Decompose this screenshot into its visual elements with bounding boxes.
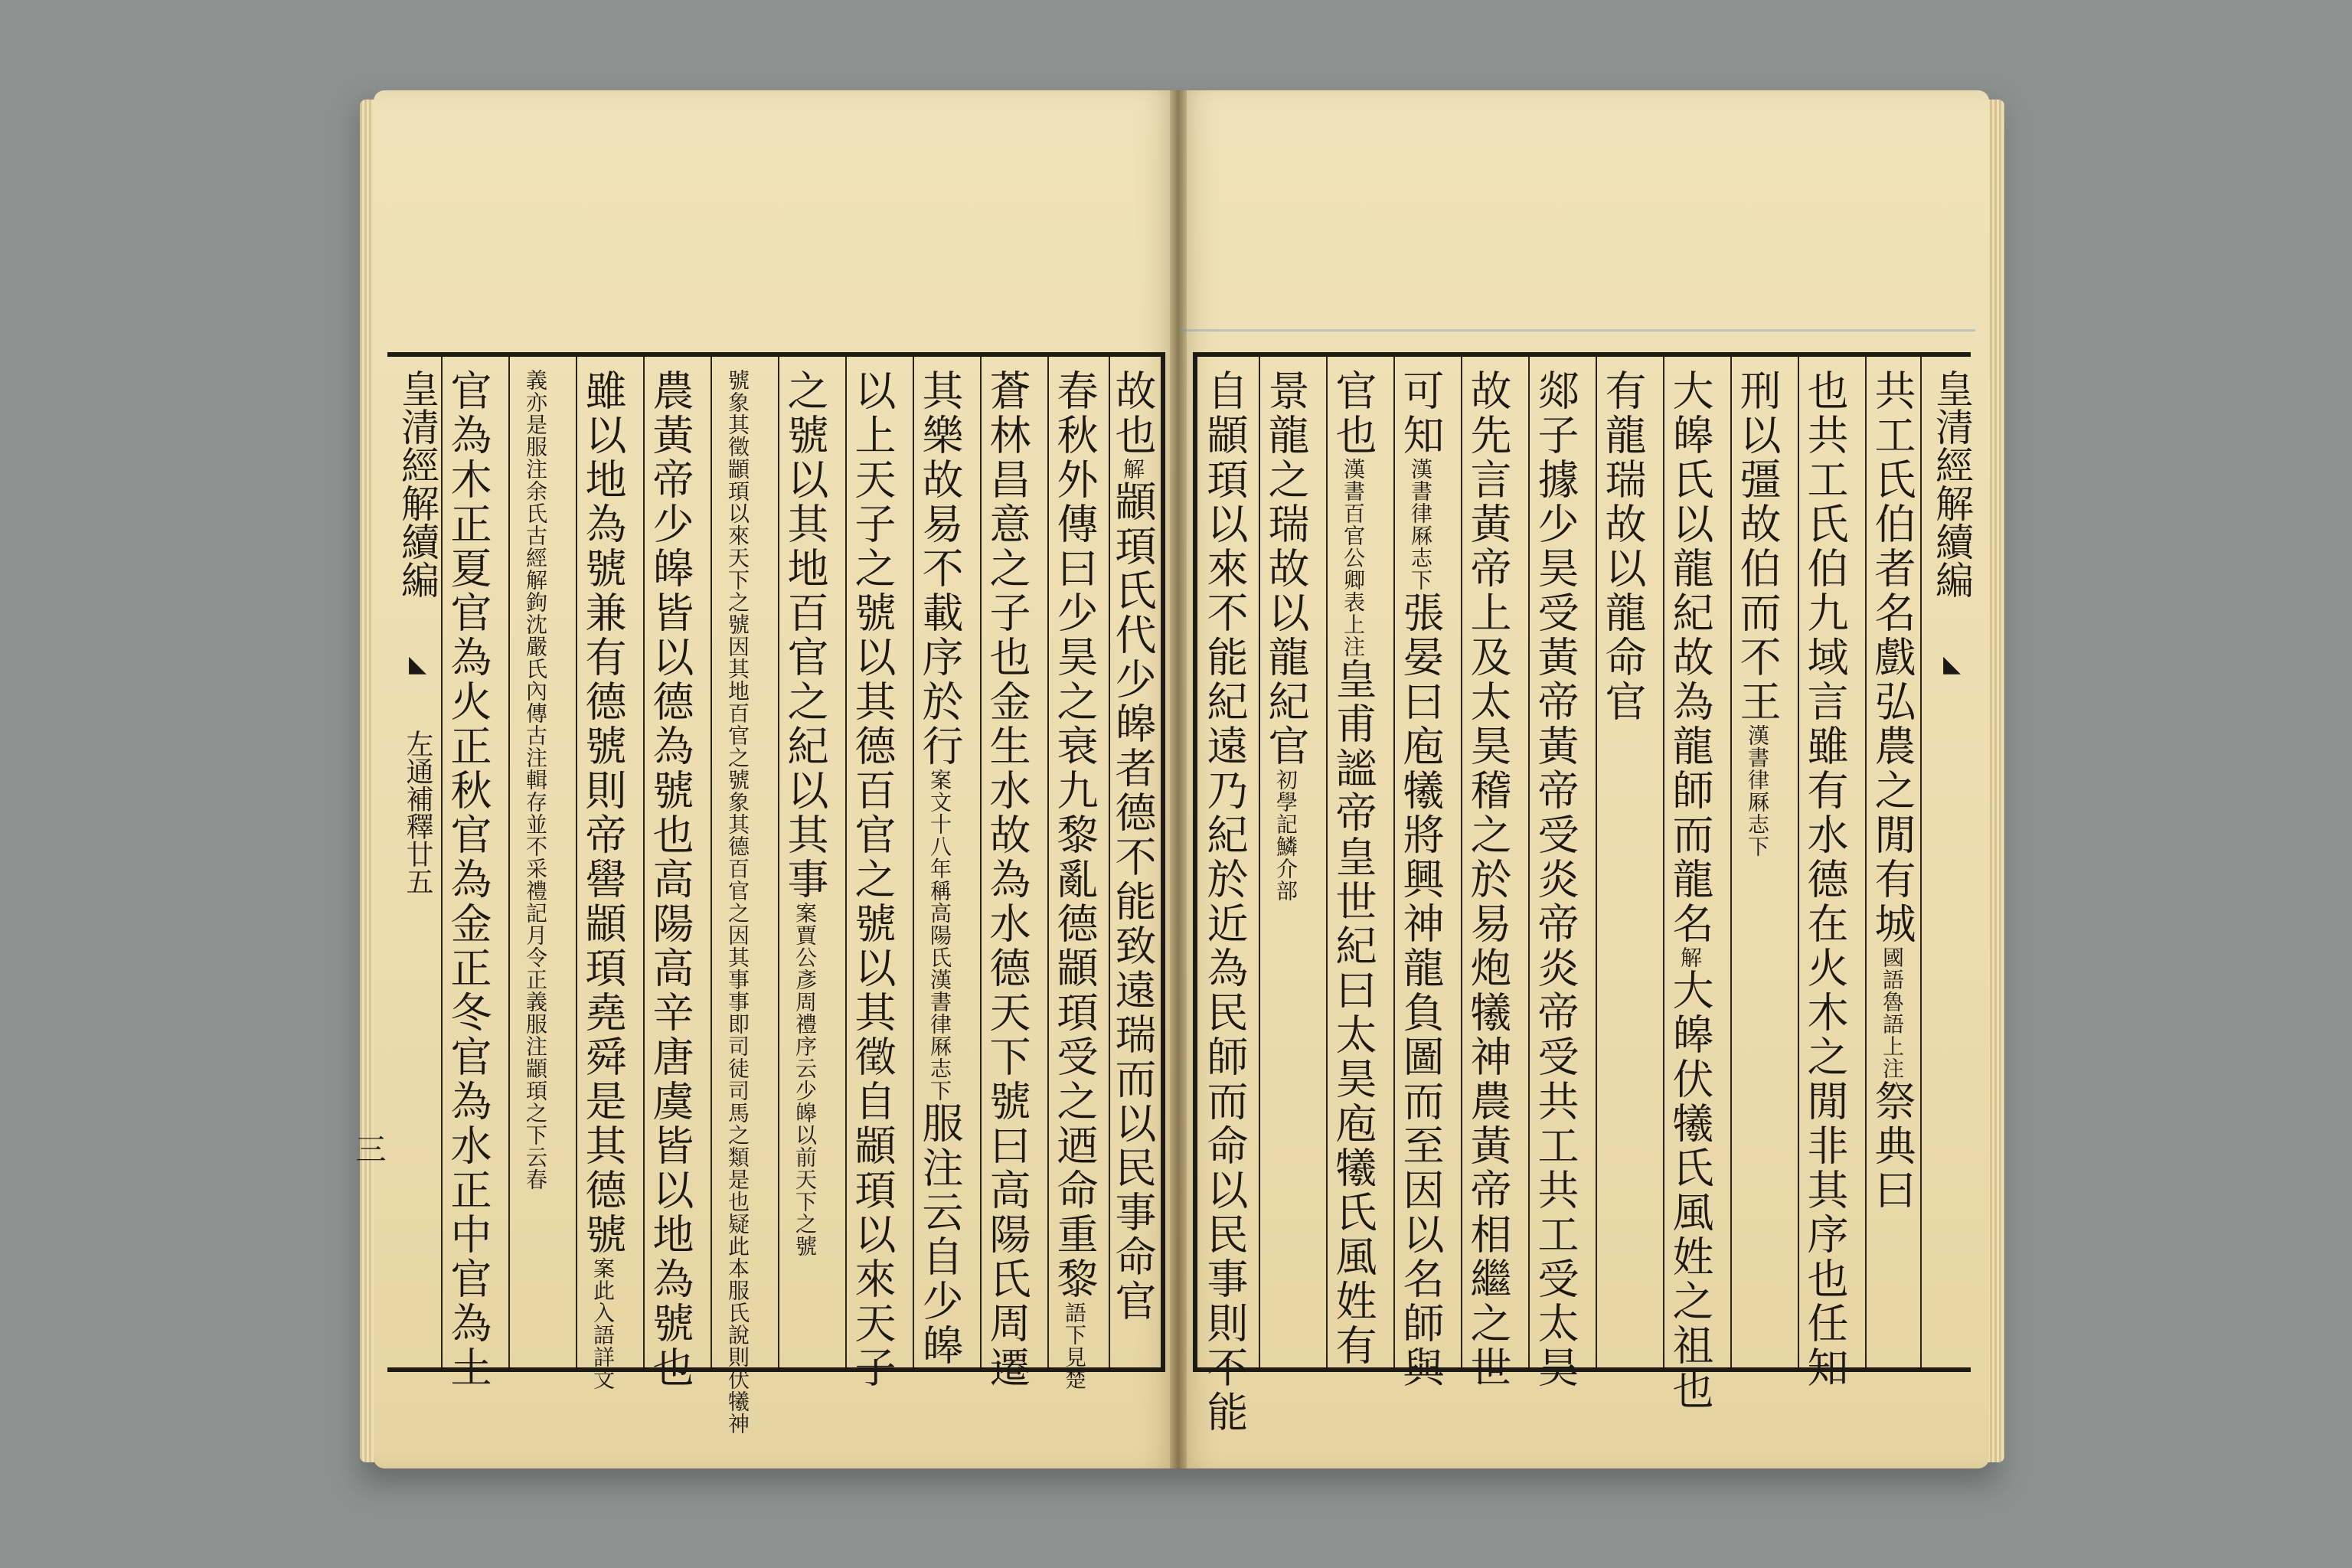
- column-notes: 解: [1677, 946, 1703, 969]
- text-column-4: [1666, 369, 1714, 1413]
- column-notes: 初學記鱗介部: [1273, 769, 1298, 902]
- text-column-3: [579, 369, 627, 1390]
- left-margin-subtitle: 左通補釋廿五: [402, 730, 433, 895]
- column-main-text: 春秋外傳曰少昊之衰九黎亂德顓頊受之迺命重黎: [1050, 369, 1099, 1302]
- text-column-5: [1599, 369, 1647, 1355]
- text-column-5: [717, 369, 758, 1435]
- text-column-6: [781, 369, 829, 1355]
- left-margin-banner: [390, 369, 439, 1355]
- text-column-11: [1200, 369, 1249, 1435]
- text-column-2: [1801, 369, 1849, 1390]
- column-main-text: 故先言黃帝上及太昊稽之於易炮犧神農黃帝相繼之世: [1464, 369, 1512, 1390]
- column-notes: 漢書律厤志下: [1408, 458, 1433, 591]
- column-notes: 漢書律厤志下: [1745, 724, 1770, 858]
- text-column-10: [1050, 369, 1099, 1390]
- right-margin-title: 皇清經解續編: [1929, 369, 1974, 599]
- column-rule: [1865, 357, 1867, 1367]
- column-main-text: 官也: [1329, 369, 1377, 458]
- column-main-text: 景龍之瑞故以龍紀官: [1262, 369, 1310, 769]
- book-gutter: [1170, 90, 1187, 1468]
- column-notes: 號象其徵顓頊以來天下之號因其地百官之號象其德百官之因其事事即司徒司馬之類是也疑此本服氏說則伏犧神: [725, 369, 750, 1435]
- column-rule: [1730, 357, 1732, 1367]
- text-column-2: [514, 369, 556, 1355]
- column-main-text: 故也: [1109, 369, 1157, 458]
- column-notes: 案賈公彥周禮序云少皞以前天下之號: [792, 902, 818, 1257]
- text-column-1: [1868, 369, 1916, 1355]
- right-margin-banner: [1925, 369, 1974, 1355]
- column-tail-text: 張晏曰庖犧將興神龍負圖而至因以名師與: [1396, 591, 1445, 1390]
- column-tail-text: 皇甫謐帝皇世紀曰太昊庖犧氏風姓有: [1329, 658, 1377, 1368]
- text-column-3: [1733, 369, 1782, 1355]
- column-rule: [778, 357, 779, 1367]
- column-rule: [441, 357, 443, 1367]
- column-rule: [1798, 357, 1799, 1367]
- column-main-text: 也共工氏伯九域言雖有水德在火木之閒非其序也任知: [1801, 369, 1849, 1390]
- column-rule: [1461, 357, 1462, 1367]
- column-main-text: 大皞氏以龍紀故為龍師而龍名: [1666, 369, 1714, 946]
- left-text-frame: [387, 352, 1165, 1435]
- column-rule: [1663, 357, 1664, 1367]
- column-rule: [1920, 357, 1922, 1367]
- column-notes: 案文十八年稱高陽氏漢書律厤志下: [927, 769, 952, 1102]
- column-rule: [1596, 357, 1597, 1367]
- column-tail-text: 顓頊氏代少皞者德不能致遠瑞而以民事命官: [1109, 480, 1157, 1324]
- column-main-text: 刑以彊故伯而不王: [1733, 369, 1782, 724]
- column-notes: 解: [1120, 458, 1145, 480]
- column-rule: [710, 357, 712, 1367]
- column-main-text: 蒼林昌意之子也金生水故為水德天下號曰高陽氏周遷: [983, 369, 1031, 1390]
- column-main-text: 以上天子之號以其德百官之號以其徵自顓頊以來天子: [848, 369, 897, 1390]
- column-rule: [1326, 357, 1328, 1367]
- column-rule: [643, 357, 645, 1367]
- text-column-9: [983, 369, 1031, 1390]
- column-main-text: 其樂故易不載序於行: [916, 369, 964, 769]
- column-notes: 義亦是服注余氏古經解鉤沈嚴氏內傳古注輯存並不采禮記月令正義服注顓頊之下云春: [523, 369, 548, 1191]
- right-text-frame: [1193, 352, 1974, 1435]
- column-main-text: 共工氏伯者名戲弘農之閒有城: [1868, 369, 1916, 946]
- left-margin-title: 皇清經解續編: [395, 369, 439, 599]
- text-column-11: [1109, 369, 1157, 1355]
- column-tail-text: 大皞伏犧氏風姓之祖也: [1666, 969, 1714, 1413]
- column-rule: [1259, 357, 1260, 1367]
- text-column-4: [646, 369, 694, 1390]
- text-column-7: [848, 369, 897, 1390]
- column-rule: [1393, 357, 1395, 1367]
- column-rule: [576, 357, 577, 1367]
- column-main-text: 之號以其地百官之紀以其事: [781, 369, 829, 902]
- fishtail-mark: ◣: [404, 651, 431, 678]
- text-column-9: [1329, 369, 1377, 1368]
- column-main-text: 可知: [1396, 369, 1445, 458]
- text-column-10: [1262, 369, 1310, 1355]
- column-tail-text: 祭典曰: [1868, 1080, 1916, 1213]
- column-main-text: 雖以地為號兼有德號則帝嚳顓頊堯舜是其德號: [579, 369, 627, 1257]
- text-column-7: [1464, 369, 1512, 1390]
- column-notes: 漢書百官公卿表上注: [1341, 458, 1366, 658]
- text-column-8: [1396, 369, 1445, 1390]
- column-main-text: 官為木正夏官為火正秋官為金正冬官為水正中官為土: [444, 369, 492, 1390]
- column-rule: [1528, 357, 1530, 1367]
- column-rule: [508, 357, 510, 1367]
- column-rule: [1047, 357, 1049, 1367]
- column-rule: [913, 357, 914, 1367]
- column-main-text: 自顓頊以來不能紀遠乃紀於近為民師而命以民事則不能: [1200, 369, 1249, 1435]
- fishtail-mark: ◣: [1939, 651, 1965, 678]
- column-notes: 案此入語詳文: [590, 1257, 616, 1390]
- column-main-text: 有龍瑞故以龍命官: [1599, 369, 1647, 724]
- text-column-8: [916, 369, 964, 1368]
- column-notes: 國語魯語上注: [1880, 946, 1905, 1080]
- column-main-text: 郯子據少昊受黃帝黃帝受炎帝炎帝受共工共工受太昊: [1531, 369, 1579, 1390]
- text-column-6: [1531, 369, 1579, 1390]
- column-notes: 語下見楚: [1062, 1302, 1087, 1390]
- column-rule: [980, 357, 982, 1367]
- column-tail-text: 服注云自少皞: [916, 1102, 964, 1368]
- column-rule: [845, 357, 847, 1367]
- column-main-text: 農黃帝少皞皆以德為號也高陽高辛唐虞皆以地為號也: [646, 369, 694, 1390]
- text-column-1: [444, 369, 492, 1390]
- left-folio-number: 三: [351, 1133, 386, 1164]
